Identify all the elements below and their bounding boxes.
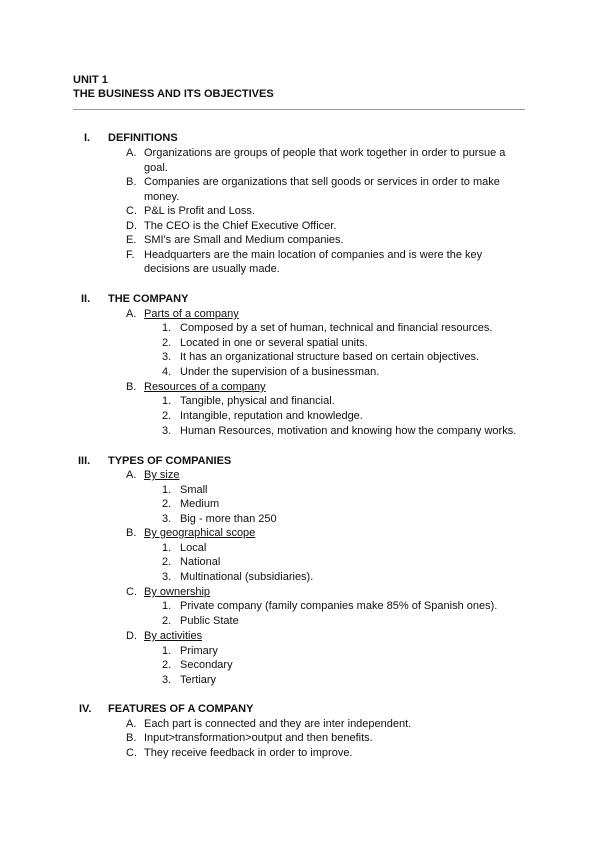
numeral: 3.: [162, 351, 172, 363]
numeral: 3.: [162, 571, 172, 583]
subheading: By geographical scope: [144, 527, 256, 539]
list-item-text: Headquarters are the main location of companies and is were the key: [144, 249, 483, 261]
list-item-text: Each part is connected and they are inter independent.: [144, 718, 412, 730]
list-item-text: Composed by a set of human, technical and financial resources.: [180, 322, 493, 334]
section-number: I.: [84, 132, 91, 144]
list-item-text: Public State: [180, 615, 239, 627]
list-label: B.: [126, 176, 137, 188]
numeral: 3.: [162, 513, 172, 525]
numeral: 2.: [162, 659, 172, 671]
list-item-text: Small: [180, 484, 208, 496]
list-item-text: Under the supervision of a businessman.: [180, 366, 380, 378]
subheading: By activities: [144, 630, 203, 642]
section-title: TYPES OF COMPANIES: [108, 455, 232, 467]
list-label: C.: [126, 747, 137, 759]
list-label: A.: [126, 147, 137, 159]
list-item-text: Tertiary: [180, 674, 217, 686]
numeral: 3.: [162, 674, 172, 686]
list-item-text: Companies are organizations that sell goods or services in order to make: [144, 176, 500, 188]
list-label: A.: [126, 469, 137, 481]
numeral: 2.: [162, 498, 172, 510]
unit-number: UNIT 1: [73, 74, 108, 86]
numeral: 1.: [162, 484, 172, 496]
list-item-text: They receive feedback in order to improve.: [144, 747, 353, 759]
section-title: FEATURES OF A COMPANY: [108, 703, 254, 715]
list-label: D.: [126, 220, 137, 232]
list-item-text: Big - more than 250: [180, 513, 277, 525]
list-label: A.: [126, 718, 137, 730]
numeral: 1.: [162, 600, 172, 612]
list-item-text: National: [180, 556, 221, 568]
list-item-text: Local: [180, 542, 207, 554]
list-item-text: Primary: [180, 645, 218, 657]
numeral: 2.: [162, 556, 172, 568]
numeral: 1.: [162, 395, 172, 407]
list-item-text: Human Resources, motivation and knowing how the company works.: [180, 425, 517, 437]
list-item-text: Tangible, physical and financial.: [180, 395, 335, 407]
list-label: C.: [126, 586, 137, 598]
list-label: E.: [126, 234, 137, 246]
list-label: B.: [126, 527, 137, 539]
section-number: IV.: [79, 703, 92, 715]
numeral: 2.: [162, 337, 172, 349]
list-label: A.: [126, 308, 137, 320]
list-item-text: It has an organizational structure based on certain objectives.: [180, 351, 480, 363]
numeral: 2.: [162, 410, 172, 422]
section-number: II.: [81, 293, 91, 305]
list-item-text: Located in one or several spatial units.: [180, 337, 368, 349]
list-item-text: P&L is Profit and Loss.: [144, 205, 255, 217]
list-item-text: decisions are usually made.: [144, 263, 280, 275]
subheading: By ownership: [144, 586, 211, 598]
numeral: 1.: [162, 542, 172, 554]
list-item-text: Input>transformation>output and then benefits.: [144, 732, 373, 744]
list-label: F.: [126, 249, 135, 261]
numeral: 3.: [162, 425, 172, 437]
section-title: DEFINITIONS: [108, 132, 178, 144]
numeral: 1.: [162, 645, 172, 657]
section-number: III.: [78, 455, 91, 467]
list-label: D.: [126, 630, 137, 642]
numeral: 1.: [162, 322, 172, 334]
list-label: B.: [126, 381, 137, 393]
horizontal-rule: [73, 109, 525, 110]
numeral: 2.: [162, 615, 172, 627]
list-item-text: Organizations are groups of people that work together in order to pursue a: [144, 147, 506, 159]
list-item-text: Private company (family companies make 85% of Spanish ones).: [180, 600, 498, 612]
subheading: Resources of a company: [144, 381, 266, 393]
subheading: By size: [144, 469, 180, 481]
subheading: Parts of a company: [144, 308, 239, 320]
numeral: 4.: [162, 366, 172, 378]
section-title: THE COMPANY: [108, 293, 189, 305]
unit-heading: [73, 73, 274, 101]
list-item-text: Medium: [180, 498, 220, 510]
list-item-text: Secondary: [180, 659, 233, 671]
list-item-text: money.: [144, 191, 180, 203]
list-label: C.: [126, 205, 137, 217]
list-item-text: The CEO is the Chief Executive Officer.: [144, 220, 337, 232]
list-item-text: Multinational (subsidiaries).: [180, 571, 314, 583]
list-item-text: goal.: [144, 162, 168, 174]
list-item-text: Intangible, reputation and knowledge.: [180, 410, 363, 422]
list-label: B.: [126, 732, 137, 744]
list-item-text: SMI's are Small and Medium companies.: [144, 234, 344, 246]
unit-title: THE BUSINESS AND ITS OBJECTIVES: [73, 88, 274, 100]
